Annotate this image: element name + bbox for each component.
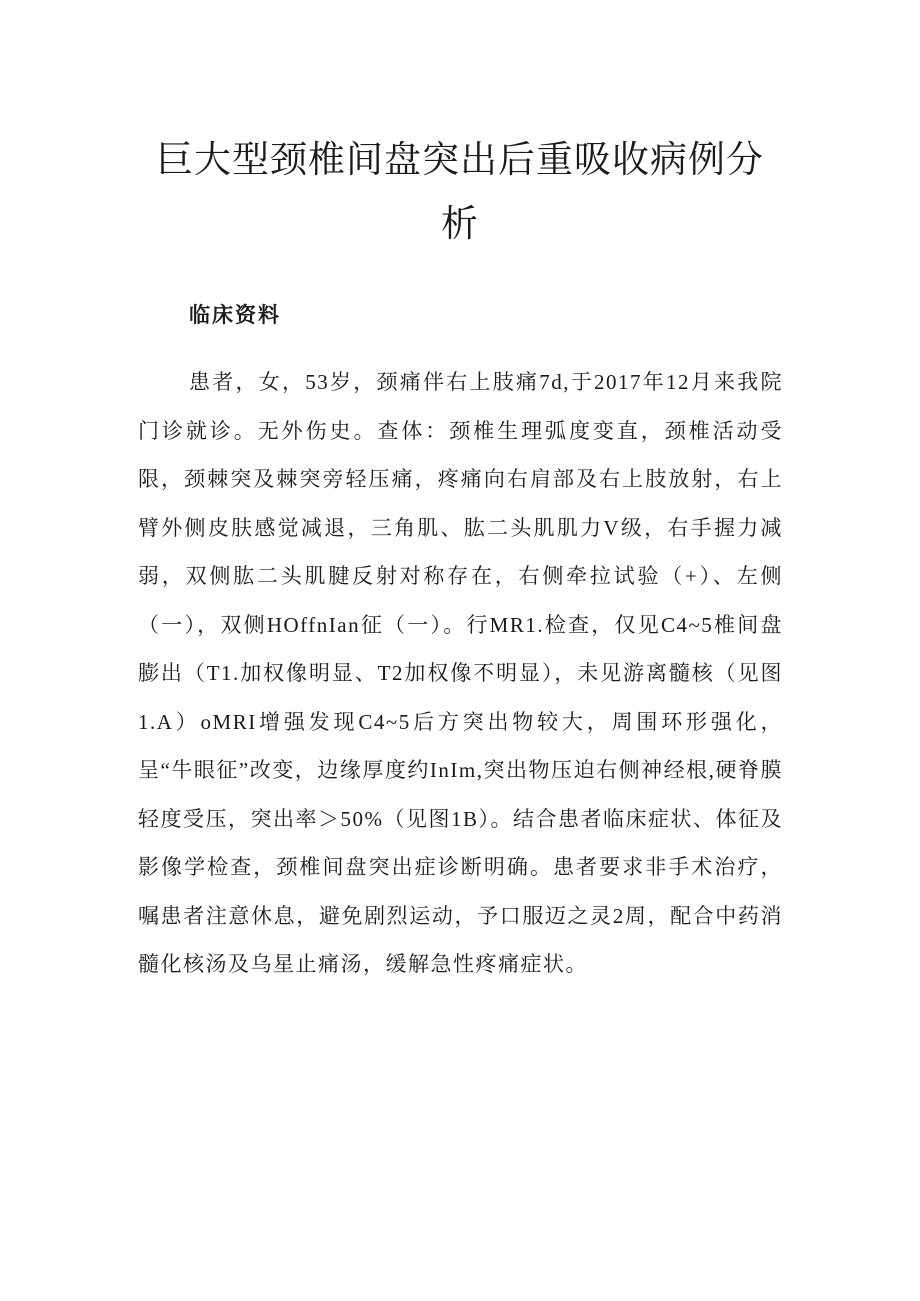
document-title: 巨大型颈椎间盘突出后重吸收病例分析 <box>156 138 764 245</box>
body-paragraph: 患者，女，53岁，颈痛伴右上肢痛7d,于2017年12月来我院门诊就诊。无外伤史。查体：颈椎生理弧度变直，颈椎活动受限，颈棘突及棘突旁轻压痛，疼痛向右肩部及右上肢放射，右上臂外侧皮肤感觉减退，三角肌、肱二头肌肌力V级，右手握力减弱，双侧肱二头肌腱反射对称存在，右侧牵拉试验（+）、左侧（一），双侧HOffnIan征（一）。行MR1.检查，仅见C4~5椎间盘膨出（T1.加权像明显、T2加权像不明显），未见游离髓核（见图1.A）oMRI增强发现C4~5后方突出物较大，周围环形强化，呈“牛眼征”改变，边缘厚度约InIm,突出物压迫右侧神经根,硬脊膜轻度受压，突出率＞50%（见图1B）。结合患者临床症状、体征及影像学检查，颈椎间盘突出症诊断明确。患者要求非手术治疗，嘱患者注意休息，避免剧烈运动，予口服迈之灵2周，配合中药消髓化核汤及乌星止痛汤，缓解急性疼痛症状。 <box>138 370 783 976</box>
section-heading: 临床资料 <box>189 302 281 327</box>
